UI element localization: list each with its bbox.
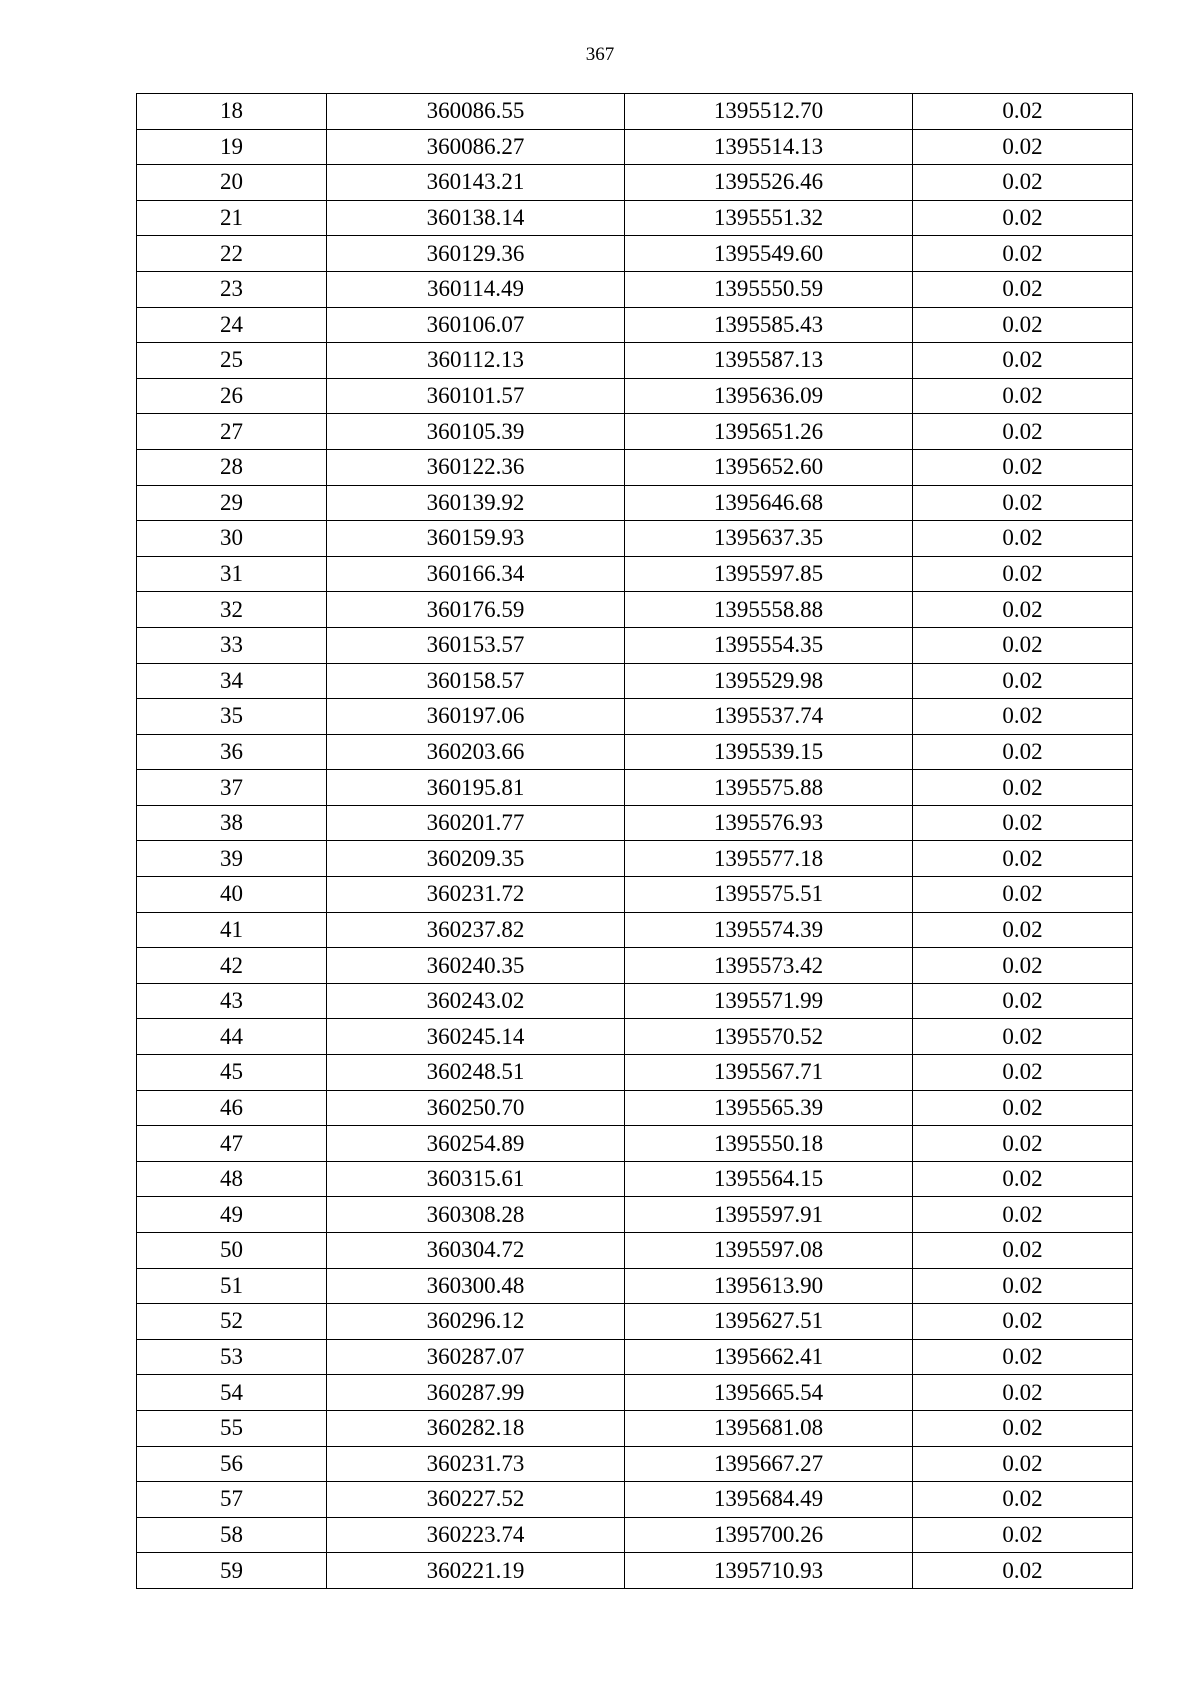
- x-coordinate-cell: 360086.27: [327, 129, 625, 165]
- point-number-cell: 44: [137, 1019, 327, 1055]
- point-number-cell: 23: [137, 271, 327, 307]
- x-coordinate-cell: 360240.35: [327, 948, 625, 984]
- y-coordinate-cell: 1395571.99: [625, 983, 913, 1019]
- table-row: [137, 841, 1133, 877]
- x-coordinate-cell: 360197.06: [327, 699, 625, 735]
- table-row: [137, 592, 1133, 628]
- table-row: [137, 1339, 1133, 1375]
- y-coordinate-cell: 1395627.51: [625, 1304, 913, 1340]
- x-coordinate-cell: 360296.12: [327, 1304, 625, 1340]
- point-number-cell: 20: [137, 165, 327, 201]
- point-number-cell: 31: [137, 556, 327, 592]
- table-row: [137, 521, 1133, 557]
- point-number-cell: 27: [137, 414, 327, 450]
- point-number-cell: 42: [137, 948, 327, 984]
- value-cell: 0.02: [913, 236, 1133, 272]
- point-number-cell: 56: [137, 1446, 327, 1482]
- x-coordinate-cell: 360166.34: [327, 556, 625, 592]
- x-coordinate-cell: 360231.72: [327, 877, 625, 913]
- value-cell: 0.02: [913, 805, 1133, 841]
- y-coordinate-cell: 1395587.13: [625, 343, 913, 379]
- x-coordinate-cell: 360209.35: [327, 841, 625, 877]
- table-row: [137, 1268, 1133, 1304]
- value-cell: 0.02: [913, 1055, 1133, 1091]
- value-cell: 0.02: [913, 1233, 1133, 1269]
- table-row: [137, 983, 1133, 1019]
- point-number-cell: 57: [137, 1482, 327, 1518]
- table-row: [137, 236, 1133, 272]
- table-row: [137, 1553, 1133, 1589]
- point-number-cell: 28: [137, 449, 327, 485]
- y-coordinate-cell: 1395514.13: [625, 129, 913, 165]
- value-cell: 0.02: [913, 271, 1133, 307]
- y-coordinate-cell: 1395637.35: [625, 521, 913, 557]
- y-coordinate-cell: 1395710.93: [625, 1553, 913, 1589]
- table-row: [137, 1161, 1133, 1197]
- y-coordinate-cell: 1395651.26: [625, 414, 913, 450]
- x-coordinate-cell: 360176.59: [327, 592, 625, 628]
- x-coordinate-cell: 360105.39: [327, 414, 625, 450]
- point-number-cell: 55: [137, 1410, 327, 1446]
- value-cell: 0.02: [913, 1197, 1133, 1233]
- x-coordinate-cell: 360138.14: [327, 200, 625, 236]
- point-number-cell: 50: [137, 1233, 327, 1269]
- value-cell: 0.02: [913, 770, 1133, 806]
- x-coordinate-cell: 360223.74: [327, 1517, 625, 1553]
- value-cell: 0.02: [913, 1446, 1133, 1482]
- table-row: [137, 307, 1133, 343]
- table-row: [137, 699, 1133, 735]
- y-coordinate-cell: 1395681.08: [625, 1410, 913, 1446]
- table-row: [137, 449, 1133, 485]
- table-row: [137, 770, 1133, 806]
- y-coordinate-cell: 1395684.49: [625, 1482, 913, 1518]
- table-body: [137, 94, 1133, 1589]
- value-cell: 0.02: [913, 1268, 1133, 1304]
- y-coordinate-cell: 1395526.46: [625, 165, 913, 201]
- table-row: [137, 1233, 1133, 1269]
- point-number-cell: 37: [137, 770, 327, 806]
- point-number-cell: 25: [137, 343, 327, 379]
- value-cell: 0.02: [913, 912, 1133, 948]
- x-coordinate-cell: 360315.61: [327, 1161, 625, 1197]
- table-row: [137, 948, 1133, 984]
- point-number-cell: 47: [137, 1126, 327, 1162]
- table-row: [137, 627, 1133, 663]
- point-number-cell: 36: [137, 734, 327, 770]
- y-coordinate-cell: 1395570.52: [625, 1019, 913, 1055]
- point-number-cell: 19: [137, 129, 327, 165]
- table-row: [137, 129, 1133, 165]
- x-coordinate-cell: 360114.49: [327, 271, 625, 307]
- point-number-cell: 39: [137, 841, 327, 877]
- point-number-cell: 18: [137, 94, 327, 130]
- value-cell: 0.02: [913, 734, 1133, 770]
- table-row: [137, 485, 1133, 521]
- y-coordinate-cell: 1395564.15: [625, 1161, 913, 1197]
- table-row: [137, 1126, 1133, 1162]
- x-coordinate-cell: 360158.57: [327, 663, 625, 699]
- point-number-cell: 33: [137, 627, 327, 663]
- table-row: [137, 271, 1133, 307]
- x-coordinate-cell: 360300.48: [327, 1268, 625, 1304]
- value-cell: 0.02: [913, 699, 1133, 735]
- table-row: [137, 663, 1133, 699]
- value-cell: 0.02: [913, 1517, 1133, 1553]
- value-cell: 0.02: [913, 343, 1133, 379]
- y-coordinate-cell: 1395539.15: [625, 734, 913, 770]
- x-coordinate-cell: 360203.66: [327, 734, 625, 770]
- y-coordinate-cell: 1395529.98: [625, 663, 913, 699]
- table-row: [137, 1090, 1133, 1126]
- table-row: [137, 1410, 1133, 1446]
- table-row: [137, 877, 1133, 913]
- point-number-cell: 51: [137, 1268, 327, 1304]
- point-number-cell: 41: [137, 912, 327, 948]
- y-coordinate-cell: 1395574.39: [625, 912, 913, 948]
- y-coordinate-cell: 1395537.74: [625, 699, 913, 735]
- x-coordinate-cell: 360153.57: [327, 627, 625, 663]
- x-coordinate-cell: 360231.73: [327, 1446, 625, 1482]
- value-cell: 0.02: [913, 1375, 1133, 1411]
- table-row: [137, 805, 1133, 841]
- x-coordinate-cell: 360195.81: [327, 770, 625, 806]
- y-coordinate-cell: 1395554.35: [625, 627, 913, 663]
- point-number-cell: 46: [137, 1090, 327, 1126]
- y-coordinate-cell: 1395565.39: [625, 1090, 913, 1126]
- x-coordinate-cell: 360245.14: [327, 1019, 625, 1055]
- point-number-cell: 32: [137, 592, 327, 628]
- value-cell: 0.02: [913, 165, 1133, 201]
- y-coordinate-cell: 1395585.43: [625, 307, 913, 343]
- x-coordinate-cell: 360221.19: [327, 1553, 625, 1589]
- value-cell: 0.02: [913, 307, 1133, 343]
- x-coordinate-cell: 360227.52: [327, 1482, 625, 1518]
- y-coordinate-cell: 1395667.27: [625, 1446, 913, 1482]
- y-coordinate-cell: 1395550.59: [625, 271, 913, 307]
- table-row: [137, 343, 1133, 379]
- table-row: [137, 1019, 1133, 1055]
- table-row: [137, 1375, 1133, 1411]
- y-coordinate-cell: 1395551.32: [625, 200, 913, 236]
- x-coordinate-cell: 360139.92: [327, 485, 625, 521]
- value-cell: 0.02: [913, 1126, 1133, 1162]
- table-row: [137, 1482, 1133, 1518]
- y-coordinate-cell: 1395665.54: [625, 1375, 913, 1411]
- point-number-cell: 29: [137, 485, 327, 521]
- y-coordinate-cell: 1395636.09: [625, 378, 913, 414]
- point-number-cell: 40: [137, 877, 327, 913]
- value-cell: 0.02: [913, 663, 1133, 699]
- x-coordinate-cell: 360254.89: [327, 1126, 625, 1162]
- x-coordinate-cell: 360243.02: [327, 983, 625, 1019]
- x-coordinate-cell: 360101.57: [327, 378, 625, 414]
- table-row: [137, 1055, 1133, 1091]
- value-cell: 0.02: [913, 592, 1133, 628]
- table-row: [137, 200, 1133, 236]
- x-coordinate-cell: 360250.70: [327, 1090, 625, 1126]
- point-number-cell: 59: [137, 1553, 327, 1589]
- table-row: [137, 1197, 1133, 1233]
- value-cell: 0.02: [913, 556, 1133, 592]
- value-cell: 0.02: [913, 200, 1133, 236]
- x-coordinate-cell: 360106.07: [327, 307, 625, 343]
- value-cell: 0.02: [913, 521, 1133, 557]
- y-coordinate-cell: 1395549.60: [625, 236, 913, 272]
- x-coordinate-cell: 360143.21: [327, 165, 625, 201]
- table-row: [137, 1517, 1133, 1553]
- point-number-cell: 21: [137, 200, 327, 236]
- y-coordinate-cell: 1395575.88: [625, 770, 913, 806]
- y-coordinate-cell: 1395558.88: [625, 592, 913, 628]
- table-row: [137, 165, 1133, 201]
- y-coordinate-cell: 1395575.51: [625, 877, 913, 913]
- point-number-cell: 43: [137, 983, 327, 1019]
- value-cell: 0.02: [913, 1090, 1133, 1126]
- value-cell: 0.02: [913, 983, 1133, 1019]
- point-number-cell: 52: [137, 1304, 327, 1340]
- point-number-cell: 53: [137, 1339, 327, 1375]
- y-coordinate-cell: 1395613.90: [625, 1268, 913, 1304]
- value-cell: 0.02: [913, 627, 1133, 663]
- y-coordinate-cell: 1395576.93: [625, 805, 913, 841]
- y-coordinate-cell: 1395567.71: [625, 1055, 913, 1091]
- value-cell: 0.02: [913, 877, 1133, 913]
- value-cell: 0.02: [913, 129, 1133, 165]
- x-coordinate-cell: 360129.36: [327, 236, 625, 272]
- value-cell: 0.02: [913, 841, 1133, 877]
- point-number-cell: 35: [137, 699, 327, 735]
- table-row: [137, 1304, 1133, 1340]
- x-coordinate-cell: 360122.36: [327, 449, 625, 485]
- table-row: [137, 734, 1133, 770]
- y-coordinate-cell: 1395700.26: [625, 1517, 913, 1553]
- value-cell: 0.02: [913, 1304, 1133, 1340]
- point-number-cell: 24: [137, 307, 327, 343]
- point-number-cell: 48: [137, 1161, 327, 1197]
- point-number-cell: 38: [137, 805, 327, 841]
- point-number-cell: 30: [137, 521, 327, 557]
- y-coordinate-cell: 1395577.18: [625, 841, 913, 877]
- x-coordinate-cell: 360159.93: [327, 521, 625, 557]
- table-row: [137, 912, 1133, 948]
- x-coordinate-cell: 360248.51: [327, 1055, 625, 1091]
- point-number-cell: 54: [137, 1375, 327, 1411]
- point-number-cell: 49: [137, 1197, 327, 1233]
- table-row: [137, 556, 1133, 592]
- y-coordinate-cell: 1395646.68: [625, 485, 913, 521]
- x-coordinate-cell: 360287.07: [327, 1339, 625, 1375]
- x-coordinate-cell: 360201.77: [327, 805, 625, 841]
- y-coordinate-cell: 1395550.18: [625, 1126, 913, 1162]
- point-number-cell: 58: [137, 1517, 327, 1553]
- value-cell: 0.02: [913, 1553, 1133, 1589]
- x-coordinate-cell: 360282.18: [327, 1410, 625, 1446]
- value-cell: 0.02: [913, 449, 1133, 485]
- y-coordinate-cell: 1395597.08: [625, 1233, 913, 1269]
- point-number-cell: 26: [137, 378, 327, 414]
- table-row: [137, 378, 1133, 414]
- table-row: [137, 94, 1133, 130]
- value-cell: 0.02: [913, 1019, 1133, 1055]
- y-coordinate-cell: 1395573.42: [625, 948, 913, 984]
- value-cell: 0.02: [913, 1410, 1133, 1446]
- page-number: 367: [585, 44, 615, 65]
- x-coordinate-cell: 360308.28: [327, 1197, 625, 1233]
- x-coordinate-cell: 360112.13: [327, 343, 625, 379]
- y-coordinate-cell: 1395652.60: [625, 449, 913, 485]
- x-coordinate-cell: 360287.99: [327, 1375, 625, 1411]
- point-number-cell: 34: [137, 663, 327, 699]
- value-cell: 0.02: [913, 1161, 1133, 1197]
- value-cell: 0.02: [913, 94, 1133, 130]
- x-coordinate-cell: 360304.72: [327, 1233, 625, 1269]
- coordinates-table: [136, 93, 1133, 1589]
- point-number-cell: 45: [137, 1055, 327, 1091]
- y-coordinate-cell: 1395597.85: [625, 556, 913, 592]
- value-cell: 0.02: [913, 378, 1133, 414]
- y-coordinate-cell: 1395597.91: [625, 1197, 913, 1233]
- x-coordinate-cell: 360237.82: [327, 912, 625, 948]
- table-row: [137, 1446, 1133, 1482]
- value-cell: 0.02: [913, 1482, 1133, 1518]
- value-cell: 0.02: [913, 948, 1133, 984]
- point-number-cell: 22: [137, 236, 327, 272]
- x-coordinate-cell: 360086.55: [327, 94, 625, 130]
- y-coordinate-cell: 1395512.70: [625, 94, 913, 130]
- value-cell: 0.02: [913, 1339, 1133, 1375]
- y-coordinate-cell: 1395662.41: [625, 1339, 913, 1375]
- value-cell: 0.02: [913, 485, 1133, 521]
- table-row: [137, 414, 1133, 450]
- value-cell: 0.02: [913, 414, 1133, 450]
